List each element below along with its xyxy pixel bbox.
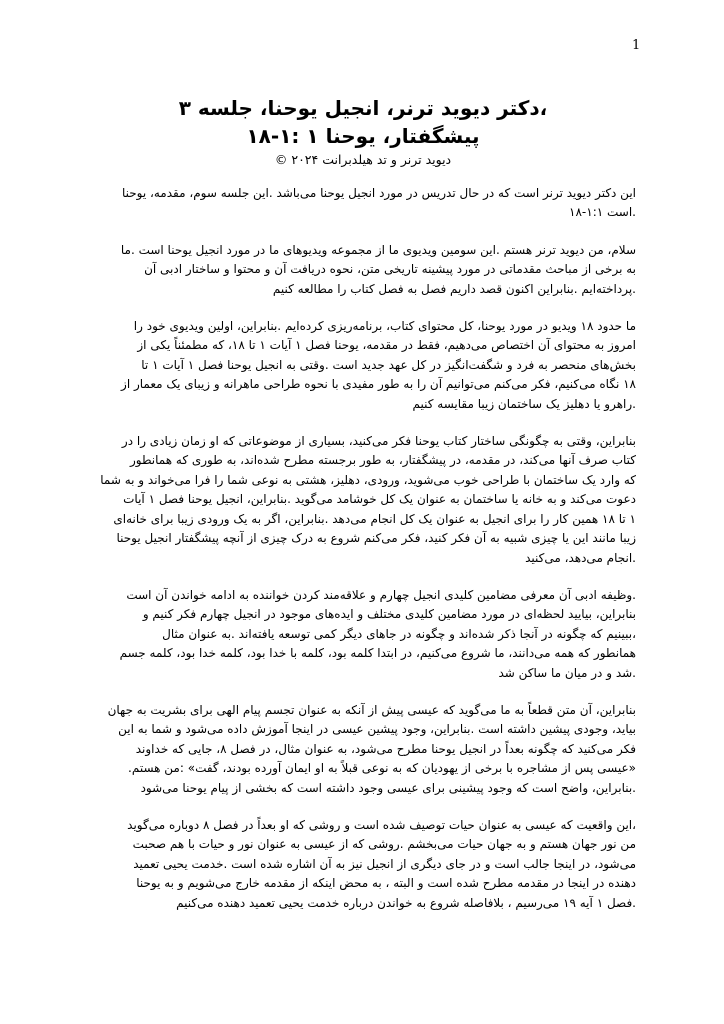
text-line: دعوت می‌کند و به خانه یا ساختمان به عنوان یک کل خوشامد می‌گوید .بنابراین، انجیل یوحنا فصل ۱ آیات: [123, 492, 636, 507]
text-line: بنابراین، آن متن قطعاً به ما می‌گوید که عیسی پیش از آنکه به عنوان تجسم پیام الهی برای بشریت به جهان: [107, 702, 636, 717]
text-line: این دکتر دیوید ترنر است که در حال تدریس در مورد انجیل یوحنا می‌باشد .این جلسه سوم، مقدمه، یوحنا: [121, 186, 636, 200]
paragraph: [90, 816, 636, 913]
text-line: ۱ تا ۱۸ همین کار را برای انجیل به عنوان یک کل انجام می‌دهد .بنابراین، اگر به یک ورودی زیبا برای خانه‌ای: [113, 511, 636, 526]
text-line: .راهرو یا دهلیز یک ساختمان زیبا مقایسه کنیم: [412, 396, 636, 411]
paragraph: [90, 432, 636, 568]
text-line: ۱۸ نگاه می‌کنیم، فکر می‌کنم می‌توانیم آن را به طور مفیدی با نحوه طراحی ماهرانه و زیبای یک معمار از: [121, 377, 636, 392]
text-line: .فصل ۱ آیه ۱۹ می‌رسیم ، بلافاصله شروع به خواندن درباره خدمت یحیی تعمید دهنده می‌کنیم: [176, 895, 636, 910]
paragraph: [90, 701, 636, 798]
text-line: زیبا مانند این یا چیزی شبیه به آن فکر کنید، فکر می‌کنم شروع به درک چیزی از آنچه پیشگفتار انجیل یوحنا: [116, 531, 636, 546]
text-line: .پرداخته‌ایم .بنابراین اکنون قصد داریم فصل به فصل کتاب را مطالعه کنیم: [272, 281, 636, 296]
text-line: من نور جهان هستم و به جهان حیات می‌بخشم .روشی که از عیسی به عنوان نور و حیات با هم صحبت: [132, 837, 636, 852]
text-line: .بنابراین، واضح است که وجود پیشینی برای عیسی وجود داشته است که بخشی از پیام یوحنا می‌شود: [140, 780, 636, 795]
copyright-line: دیوید ترنر و تد هیلدبرانت ۲۰۲۴ ©: [274, 152, 452, 167]
text-line: همانطور که همه می‌دانند، ما شروع می‌کنیم، در ابتدا کلمه بود، کلمه با خدا بود، کلمه خدا بود، کلمه جسم: [119, 646, 636, 661]
text-line: ،این واقعیت که عیسی به عنوان حیات توصیف شده است و روشی که او بعداً در فصل ۸ دوباره می‌گوید: [127, 817, 636, 832]
page-number: 1: [632, 38, 641, 53]
text-line: بیاید، وجودی پیشین داشته است .بنابراین، وجود پیشین عیسی در اینجا آموزش داده می‌شود و شما به این: [118, 722, 636, 737]
text-line: می‌شود، در اینجا جالب است و در جای دیگری از انجیل نیز به آن اشاره شده است .خدمت یحیی تعمید: [133, 856, 636, 871]
text-line: «عیسی پس از مشاجره با برخی از یهودیان که به نوعی قبلاً به او ایمان آورده بودند، گفت» :من هستم.: [128, 761, 636, 776]
text-line: بخش‌های منحصر به فرد و شگفت‌انگیز در کل عهد جدید است .وقتی به انجیل یوحنا فصل ۱ آیات ۱ تا: [141, 357, 636, 372]
text-line: بنابراین، بیایید لحظه‌ای در مورد مضامین کلیدی مختلف و ایده‌های موجود در انجیل چهارم فکر کنیم و: [142, 607, 636, 622]
text-line: فکر می‌کنید که چگونه بعداً در انجیل یوحنا مطرح می‌شود، به عنوان مثال، در فصل ۸، جایی که خداوند: [135, 741, 636, 756]
paragraph: [90, 184, 636, 223]
text-line: ،ببینیم که چگونه در آنجا ذکر شده‌اند و چگونه در جاهای دیگر کمی توسعه یافته‌اند .به عنوان مثال: [162, 626, 636, 641]
text-line: بنابراین، وقتی به چگونگی ساختار کتاب یوحنا فکر می‌کنید، بسیاری از موضوعاتی که او زمان زیادی را در: [121, 434, 636, 449]
paragraph: [90, 317, 636, 414]
text-line: به برخی از مباحث مقدماتی در مورد پیشینه تاریخی متن، نحوه دریافت آن و محتوا و ساختار ادبی آن: [144, 262, 636, 277]
paragraph: [90, 586, 636, 683]
text-line: .وظیفه ادبی آن معرفی مضامین کلیدی انجیل چهارم و علاقه‌مند کردن خواننده به ادامه خواندن آن است: [126, 587, 636, 602]
text-line: .انجام می‌دهد، می‌کنید: [525, 550, 636, 565]
document-title: [60, 94, 666, 150]
text-line: .شد و در میان ما ساکن شد: [498, 665, 636, 680]
title-line-1: ،دکتر دیوید ترنر، انجیل یوحنا، جلسه ۳: [178, 96, 548, 120]
document-body: [90, 184, 636, 931]
text-line: که وارد یک ساختمان با طراحی خوب می‌شوید، ورودی، دهلیز، هشتی به نوعی شما را فرا می‌خواند و به شما: [100, 472, 636, 487]
text-line: ما حدود ۱۸ ویدیو در مورد یوحنا، کل محتوای کتاب، برنامه‌ریزی کرده‌ایم .بنابراین، اولین ویدیوی خود را: [133, 319, 636, 334]
text-line: امروز به محتوای آن اختصاص می‌دهیم، فقط در مقدمه، یوحنا فصل ۱ آیات ۱ تا ۱۸، که مطمئناً یکی از: [137, 338, 636, 353]
title-line-2: پیشگفتار، یوحنا ۱ :۱-۱۸: [246, 124, 480, 148]
text-line: دهنده در اینجا در مقدمه مطرح شده است و البته ، به محض اینکه از مقدمه خارج می‌شویم و به یوحنا: [136, 876, 636, 891]
text-line: کتاب صرف آنها می‌کند، در مقدمه، در پیشگفتار، به طور برجسته مطرح شده‌اند، به طوری که همانطور: [129, 453, 636, 468]
paragraph: [90, 241, 636, 299]
text-line: سلام، من دیوید ترنر هستم .این سومین ویدیوی ما از مجموعه ویدیوهای ما در مورد انجیل یوحنا است .ما: [120, 242, 636, 257]
text-line: .است ۱:۱-۱۸: [569, 205, 636, 220]
